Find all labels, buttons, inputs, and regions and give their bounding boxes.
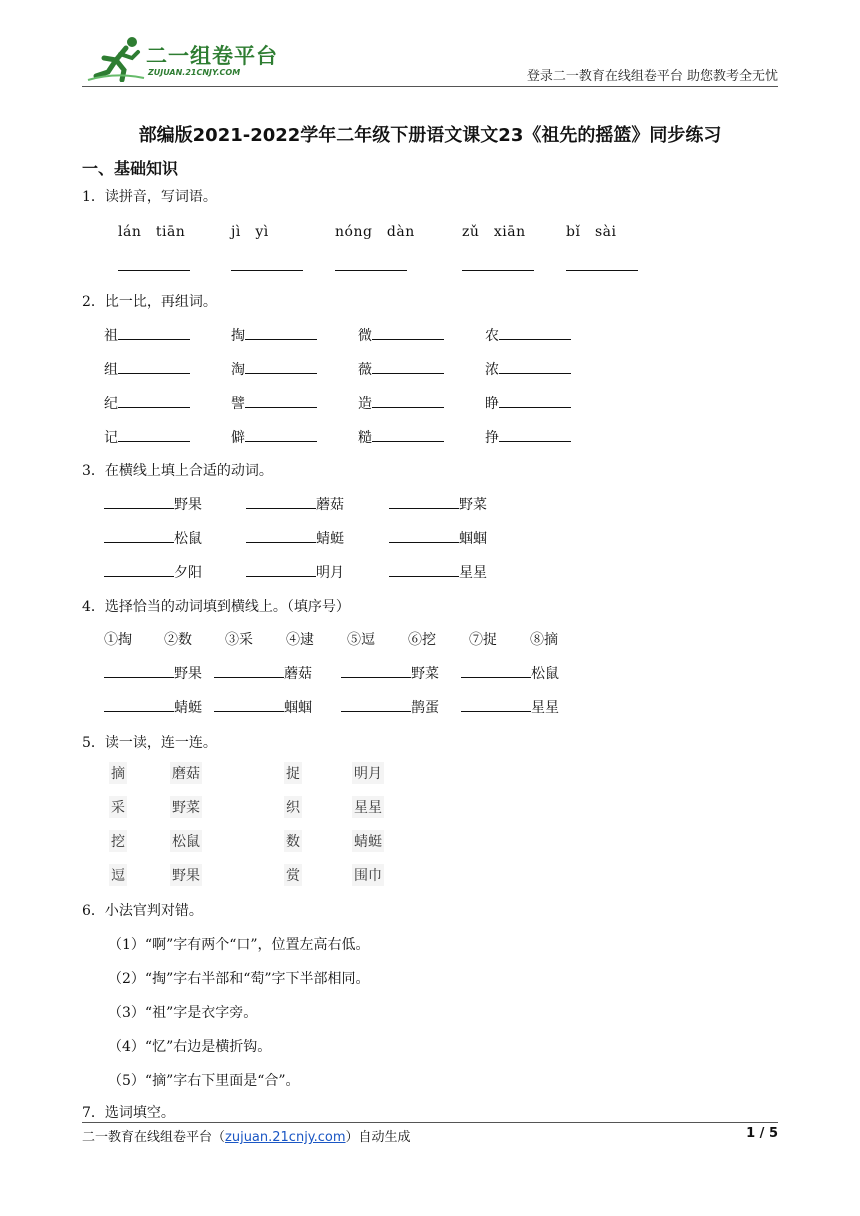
compare-char: 薇 [358, 362, 372, 378]
answer-blank[interactable] [104, 697, 174, 712]
answer-blank[interactable] [246, 494, 316, 509]
verb-option: ②数 [164, 632, 192, 648]
answer-blank[interactable] [461, 663, 531, 678]
answer-blank[interactable] [231, 270, 303, 271]
question-1-label: 1．读拼音，写词语。 [82, 189, 217, 205]
answer-blank[interactable] [214, 697, 284, 712]
question-5-label: 5．读一读，连一连。 [82, 735, 217, 751]
noun-word: 星星 [531, 700, 559, 716]
logo-url: ZUJUAN.21CNJY.COM [148, 68, 241, 77]
compare-char: 祖 [104, 328, 118, 344]
logo-text: 二一组卷平台 [146, 44, 278, 68]
answer-blank[interactable] [372, 427, 444, 442]
header-slogan: 登录二一教育在线组卷平台 助您教考全无忧 [526, 69, 778, 84]
verb-option: ④逮 [286, 632, 314, 648]
answer-blank[interactable] [499, 393, 571, 408]
compare-char: 记 [104, 430, 118, 446]
answer-blank[interactable] [118, 359, 190, 374]
answer-blank[interactable] [341, 697, 411, 712]
answer-blank[interactable] [246, 562, 316, 577]
match-noun[interactable]: 野菜 [170, 796, 202, 818]
noun-word: 蜻蜓 [316, 531, 344, 547]
answer-blank[interactable] [245, 359, 317, 374]
compare-char: 农 [485, 328, 499, 344]
verb-option: ③采 [225, 632, 253, 648]
match-verb[interactable]: 挖 [109, 830, 127, 852]
judge-item: （2）“掏”字右半部和“萄”字下半部相同。 [108, 971, 370, 987]
answer-blank[interactable] [246, 528, 316, 543]
match-noun[interactable]: 磨菇 [170, 762, 202, 784]
verb-option: ⑤逗 [347, 632, 375, 648]
compare-char: 纪 [104, 396, 118, 412]
compare-char: 挣 [485, 430, 499, 446]
match-verb[interactable]: 采 [109, 796, 127, 818]
section-heading: 一、基础知识 [82, 159, 179, 178]
compare-char: 睁 [485, 396, 499, 412]
noun-word: 松鼠 [531, 666, 559, 682]
answer-blank[interactable] [118, 325, 190, 340]
answer-blank[interactable] [214, 663, 284, 678]
answer-blank[interactable] [104, 528, 174, 543]
match-verb[interactable]: 织 [284, 796, 302, 818]
footer-prefix: 二一教育在线组卷平台（ [82, 1130, 226, 1145]
match-noun[interactable]: 明月 [352, 762, 384, 784]
match-noun[interactable]: 星星 [352, 796, 384, 818]
match-verb[interactable]: 捉 [284, 762, 302, 784]
answer-blank[interactable] [245, 427, 317, 442]
compare-char: 糙 [358, 430, 372, 446]
answer-blank[interactable] [104, 562, 174, 577]
pinyin-4: zǔ xiān [462, 224, 526, 240]
answer-blank[interactable] [389, 494, 459, 509]
answer-blank[interactable] [372, 393, 444, 408]
compare-char: 造 [358, 396, 372, 412]
compare-char: 僻 [231, 430, 245, 446]
compare-char: 淘 [231, 362, 245, 378]
answer-blank[interactable] [389, 562, 459, 577]
judge-item: （5）“摘”字右下里面是“合”。 [108, 1073, 300, 1089]
verb-option: ①掏 [104, 632, 132, 648]
answer-blank[interactable] [245, 325, 317, 340]
noun-word: 夕阳 [174, 565, 202, 581]
question-7-label: 7．选词填空。 [82, 1105, 175, 1121]
answer-blank[interactable] [104, 663, 174, 678]
noun-word: 野菜 [459, 497, 487, 513]
answer-blank[interactable] [118, 270, 190, 271]
noun-word: 蜻蜓 [174, 700, 202, 716]
noun-word: 星星 [459, 565, 487, 581]
footer-divider [82, 1122, 778, 1123]
answer-blank[interactable] [462, 270, 534, 271]
page-title: 部编版2021-2022学年二年级下册语文课文23《祖先的摇篮》同步练习 [138, 125, 722, 146]
noun-word: 蘑菇 [316, 497, 344, 513]
page-number: 1 / 5 [746, 1126, 778, 1141]
char-row-1 [104, 325, 190, 345]
answer-blank[interactable] [372, 325, 444, 340]
compare-char: 譬 [231, 396, 245, 412]
compare-char: 组 [104, 362, 118, 378]
pinyin-3: nóng dàn [335, 224, 415, 240]
noun-word: 野果 [174, 666, 202, 682]
answer-blank[interactable] [335, 270, 407, 271]
noun-word: 松鼠 [174, 531, 202, 547]
match-verb[interactable]: 摘 [109, 762, 127, 784]
answer-blank[interactable] [118, 393, 190, 408]
match-verb[interactable]: 赏 [284, 864, 302, 886]
answer-blank[interactable] [118, 427, 190, 442]
match-noun[interactable]: 松鼠 [170, 830, 202, 852]
compare-char: 浓 [485, 362, 499, 378]
answer-blank[interactable] [499, 427, 571, 442]
answer-blank[interactable] [566, 270, 638, 271]
noun-word: 蝈蝈 [459, 531, 487, 547]
compare-char: 掏 [231, 328, 245, 344]
verb-option: ⑥挖 [408, 632, 436, 648]
answer-blank[interactable] [499, 359, 571, 374]
compare-char: 微 [358, 328, 372, 344]
verb-option: ⑦捉 [469, 632, 497, 648]
noun-word: 蘑菇 [284, 666, 312, 682]
judge-item: （3）“祖”字是衣字旁。 [108, 1005, 258, 1021]
judge-item: （4）“忆”右边是横折钩。 [108, 1039, 272, 1055]
judge-item: （1）“啊”字有两个“口”，位置左高右低。 [108, 937, 370, 953]
noun-word: 明月 [316, 565, 344, 581]
question-2-label: 2．比一比，再组词。 [82, 294, 217, 310]
match-noun[interactable]: 野果 [170, 864, 202, 886]
match-noun[interactable]: 围巾 [352, 864, 384, 886]
answer-blank[interactable] [461, 697, 531, 712]
footer-source [82, 1126, 411, 1145]
answer-blank[interactable] [245, 393, 317, 408]
match-verb[interactable]: 数 [284, 830, 302, 852]
answer-blank[interactable] [104, 494, 174, 509]
match-verb[interactable]: 逗 [109, 864, 127, 886]
answer-blank[interactable] [372, 359, 444, 374]
header-divider [82, 86, 778, 87]
pinyin-5: bǐ sài [566, 224, 617, 240]
answer-blank[interactable] [389, 528, 459, 543]
question-6-label: 6．小法官判对错。 [82, 903, 203, 919]
noun-word: 鹊蛋 [411, 700, 439, 716]
noun-word: 野菜 [411, 666, 439, 682]
noun-word: 蝈蝈 [284, 700, 312, 716]
question-4-label: 4．选择恰当的动词填到横线上。（填序号） [82, 599, 350, 615]
runner-logo-icon [86, 36, 146, 82]
answer-blank[interactable] [499, 325, 571, 340]
pinyin-1: lán tiān [118, 224, 186, 240]
verb-option: ⑧摘 [530, 632, 558, 648]
noun-word: 野果 [174, 497, 202, 513]
match-noun[interactable]: 蜻蜓 [352, 830, 384, 852]
question-3-label: 3．在横线上填上合适的动词。 [82, 463, 273, 479]
footer-suffix: ）自动生成 [345, 1130, 411, 1145]
answer-blank[interactable] [341, 663, 411, 678]
footer-link[interactable]: zujuan.21cnjy.com [225, 1130, 346, 1145]
pinyin-2: jì yì [231, 224, 269, 240]
